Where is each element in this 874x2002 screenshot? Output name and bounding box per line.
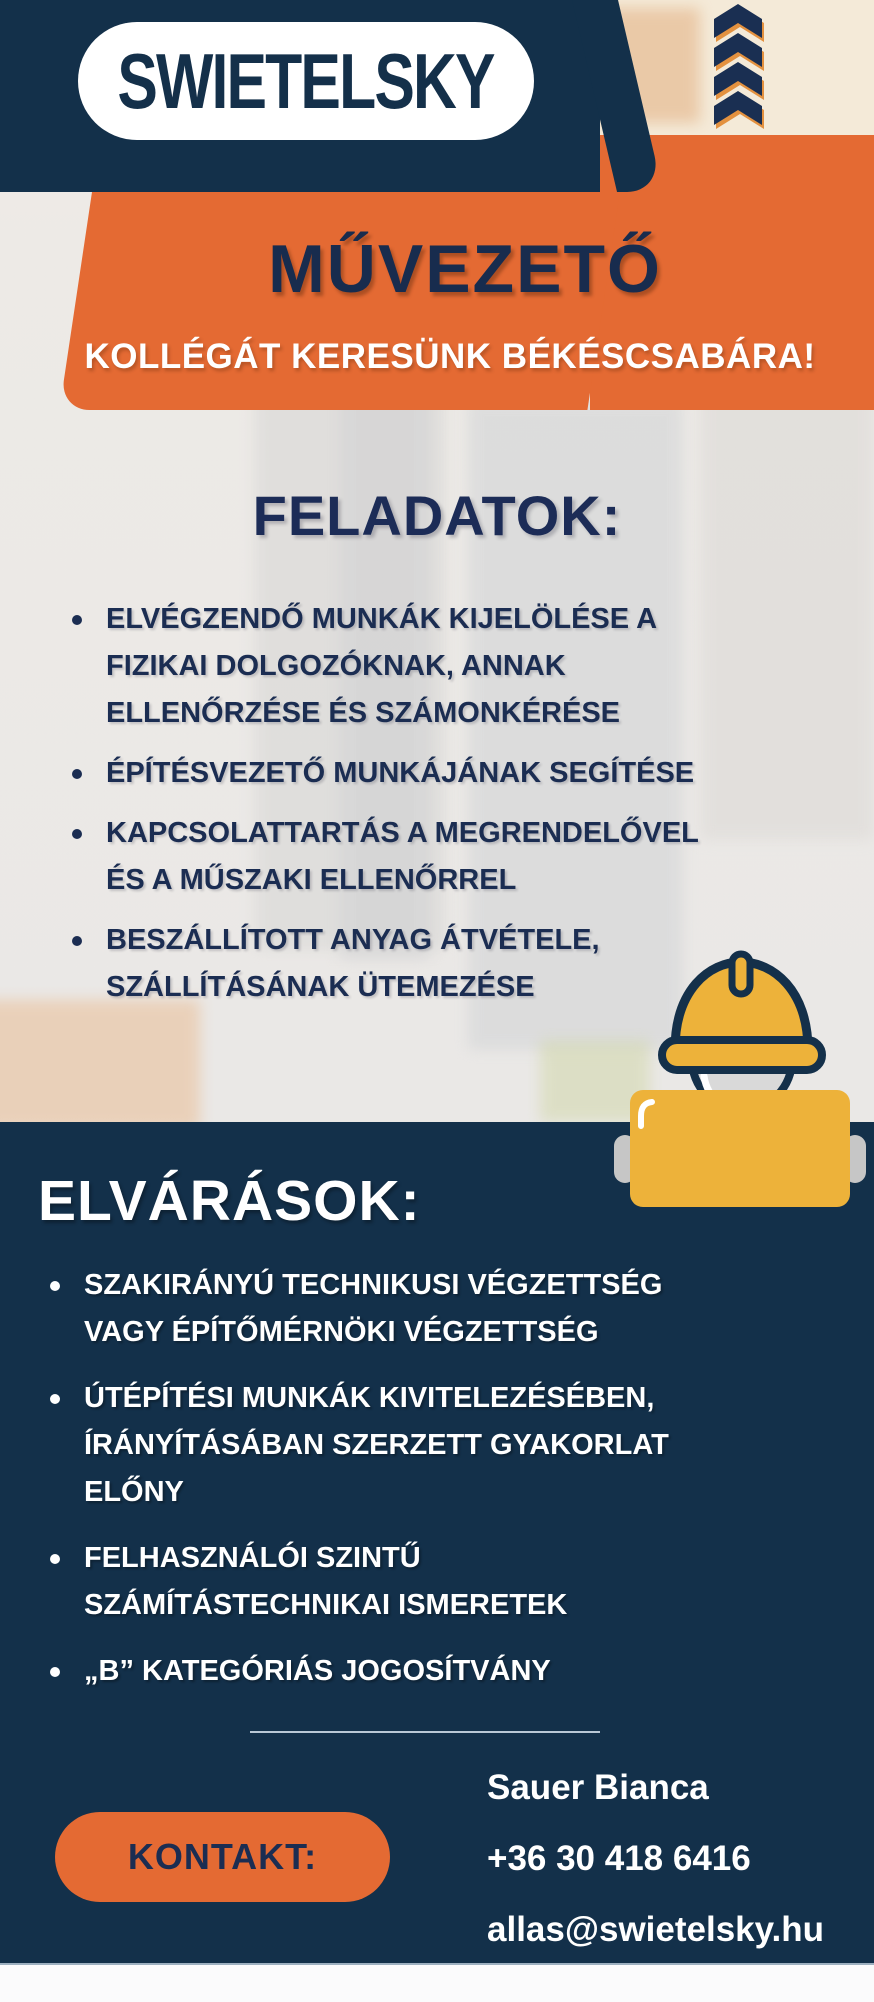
job-title: MŰVEZETŐ [268,231,662,307]
contact-phone: +36 30 418 6416 [487,1839,751,1878]
requirement-item: SZAKIRÁNYÚ TECHNIKUSI VÉGZETTSÉG VAGY ÉPÍTŐMÉRNÖKI VÉGZETTSÉG [48,1262,704,1356]
task-item: BESZÁLLÍTOTT ANYAG ÁTVÉTELE, SZÁLLÍTÁSÁNAK ÜTEMEZÉSE [70,917,706,1011]
contact-name: Sauer Bianca [487,1768,709,1807]
divider [250,1731,600,1733]
swietelsky-logo [78,22,534,140]
requirements-list [48,1262,708,1714]
bottom-strip [0,1963,874,2002]
requirement-item: ÚTÉPÍTÉSI MUNKÁK KIVITELEZÉSÉBEN, ÍRÁNYÍTÁSÁBAN SZERZETT GYAKORLAT ELŐNY [48,1375,704,1516]
kontakt-button-label: KONTAKT: [127,1836,318,1877]
kontakt-button[interactable] [55,1812,390,1902]
task-item: ELVÉGZENDŐ MUNKÁK KIJELÖLÉSE A FIZIKAI DOLGOZÓKNAK, ANNAK ELLENŐRZÉSE ÉS SZÁMONKÉRÉSE [70,596,706,737]
contact-info [487,1768,824,1950]
tasks-heading: FELADATOK: [252,484,622,547]
logo-text: SWIETELSKY [117,37,495,125]
contact-email[interactable]: allas@swietelsky.hu [487,1910,824,1949]
requirements-heading: ELVÁRÁSOK: [38,1169,421,1233]
requirement-item: FELHASZNÁLÓI SZINTŰ SZÁMÍTÁSTECHNIKAI ISMERETEK [48,1535,704,1629]
construction-worker-icon [608,950,872,1212]
task-item: KAPCSOLATTARTÁS A MEGRENDELŐVEL ÉS A MŰSZAKI ELLENŐRREL [70,810,706,904]
chevron-up-icon [714,4,762,33]
job-subtitle: KOLLÉGÁT KERESÜNK BÉKÉSCSABÁRA! [84,337,816,376]
chevron-up-icon [714,91,762,120]
task-item: ÉPÍTÉSVEZETŐ MUNKÁJÁNAK SEGÍTÉSE [70,750,706,797]
chevron-up-icon [714,33,762,62]
chevrons-up-icon [714,4,762,120]
requirement-item: „B” KATEGÓRIÁS JOGOSÍTVÁNY [48,1648,704,1695]
chevron-up-icon [714,62,762,91]
